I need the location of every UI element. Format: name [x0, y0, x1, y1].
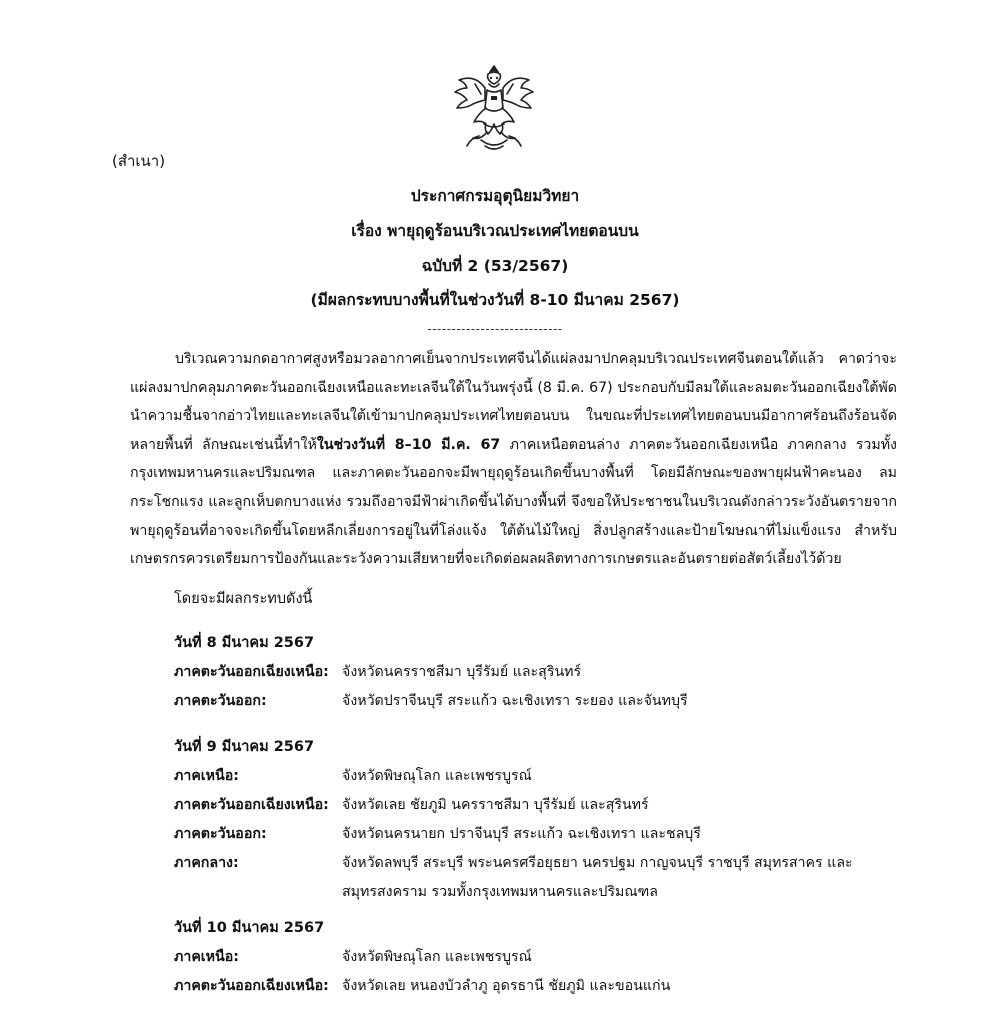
region-name: ภาคตะวันออก: [174, 826, 267, 842]
region-row [174, 820, 914, 849]
region-provinces: จังหวัดเลย หนองบัวลำภู อุดรธานี ชัยภูมิ และขอนแก่น [342, 978, 671, 994]
region-name: ภาคตะวันออก: [174, 693, 267, 709]
region-row [174, 943, 914, 972]
region-name: ภาคกลาง: [174, 855, 239, 871]
announcement-body [130, 345, 897, 574]
day-section [174, 913, 914, 1001]
body-part-1: บริเวณความกดอากาศสูงหรือมวลอากาศเย็นจากประเทศจีนได้แผ่ลงมาปกคลุมบริเวณประเทศจีนตอนใต้แล้ว คาดว่าจะแผ่ลงมาปกคลุมภาคตะวันออกเฉียงเหนือและทะเลจีนใต้ในวันพรุ่งนี้ (8 มี.ค. 67) ประกอบกับมีลมใต้และลมตะวันออกเฉียงใต้พัดนำความชื้นจากอ่าวไทยและทะเลจีนใต้เข้ามาปกคลุมประเทศไทยตอนบน ในขณะที่ประเทศไทยตอนบนมีอากาศร้อนถึงร้อนจัดหลายพื้นที่ ลักษณะเช่นนี้ทำให้ [130, 351, 897, 453]
issue-number: ฉบับที่ 2 (53/2567) [421, 257, 569, 275]
region-name: ภาคตะวันออกเฉียงเหนือ: [174, 978, 329, 994]
region-provinces: จังหวัดพิษณุโลก และเพชรบูรณ์ [342, 949, 532, 965]
day-title: วันที่ 8 มีนาคม 2567 [174, 635, 315, 651]
region-provinces: จังหวัดนครนายก ปราจีนบุรี สระแก้ว ฉะเชิงเทรา และชลบุรี [342, 826, 701, 842]
region-row [174, 791, 914, 820]
agency-title: ประกาศกรมอุตุนิยมวิทยา [410, 187, 580, 205]
region-name: ภาคตะวันออกเฉียงเหนือ: [174, 664, 329, 680]
divider: ---------------------------- [427, 322, 563, 336]
body-part-2: ภาคเหนือตอนล่าง ภาคตะวันออกเฉียงเหนือ ภาคกลาง รวมทั้งกรุงเทพมหานครและปริมณฑล และภาคตะวันออกจะมีพายุฤดูร้อนเกิดขึ้นบางพื้นที่ โดยมีลักษณะของพายุฝนฟ้าคะนอง ลมกระโชกแรง และลูกเห็บตกบางแห่ง รวมถึงอาจมีฟ้าผ่าเกิดขึ้นได้บางพื้นที่ จึงขอให้ประชาชนในบริเวณดังกล่าวระวังอันตรายจากพายุฤดูร้อนที่อาจจะเกิดขึ้นโดยหลีกเลี่ยงการอยู่ในที่โล่งแจ้ง ใต้ต้นไม้ใหญ่ สิ่งปลูกสร้างและป้ายโฆษณาที่ไม่แข็งแรง สำหรับเกษตรกรควรเตรียมการป้องกันและระวังความเสียหายที่จะเกิดต่อผลผลิตทางการเกษตรและอันตรายต่อสัตว์เลี้ยงไว้ด้วย [130, 436, 897, 568]
region-provinces: จังหวัดปราจีนบุรี สระแก้ว ฉะเชิงเทรา ระยอง และจันทบุรี [342, 693, 688, 709]
region-row [174, 972, 914, 1001]
region-row [174, 849, 914, 907]
day-title: วันที่ 9 มีนาคม 2567 [174, 739, 315, 755]
subject-title: เรื่อง พายุฤดูร้อนบริเวณประเทศไทยตอนบน [351, 222, 639, 240]
region-name: ภาคเหนือ: [174, 768, 239, 784]
region-provinces: จังหวัดพิษณุโลก และเพชรบูรณ์ [342, 768, 532, 784]
region-row [174, 658, 914, 687]
impact-lead: โดยจะมีผลกระทบดังนี้ [174, 591, 313, 607]
region-name: ภาคตะวันออกเฉียงเหนือ: [174, 797, 329, 813]
copy-label: (สำเนา) [112, 152, 166, 170]
body-highlight: ในช่วงวันที่ 8–10 มี.ค. 67 [316, 436, 501, 453]
region-row [174, 687, 914, 716]
region-name: ภาคเหนือ: [174, 949, 239, 965]
garuda-emblem-icon [451, 60, 537, 156]
day-section [174, 628, 914, 716]
region-provinces: จังหวัดนครราชสีมา บุรีรัมย์ และสุรินทร์ [342, 664, 582, 680]
region-provinces: จังหวัดลพบุรี สระบุรี พระนครศรีอยุธยา นครปฐม กาญจนบุรี ราชบุรี สมุทรสาคร และสมุทรสงคราม รวมทั้งกรุงเทพมหานครและปริมณฑล [342, 855, 853, 900]
region-provinces: จังหวัดเลย ชัยภูมิ นครราชสีมา บุรีรัมย์ และสุรินทร์ [342, 797, 649, 813]
day-section [174, 732, 914, 907]
region-row [174, 762, 914, 791]
day-title: วันที่ 10 มีนาคม 2567 [174, 920, 325, 936]
effect-period: (มีผลกระทบบางพื้นที่ในช่วงวันที่ 8-10 มีนาคม 2567) [310, 291, 680, 309]
